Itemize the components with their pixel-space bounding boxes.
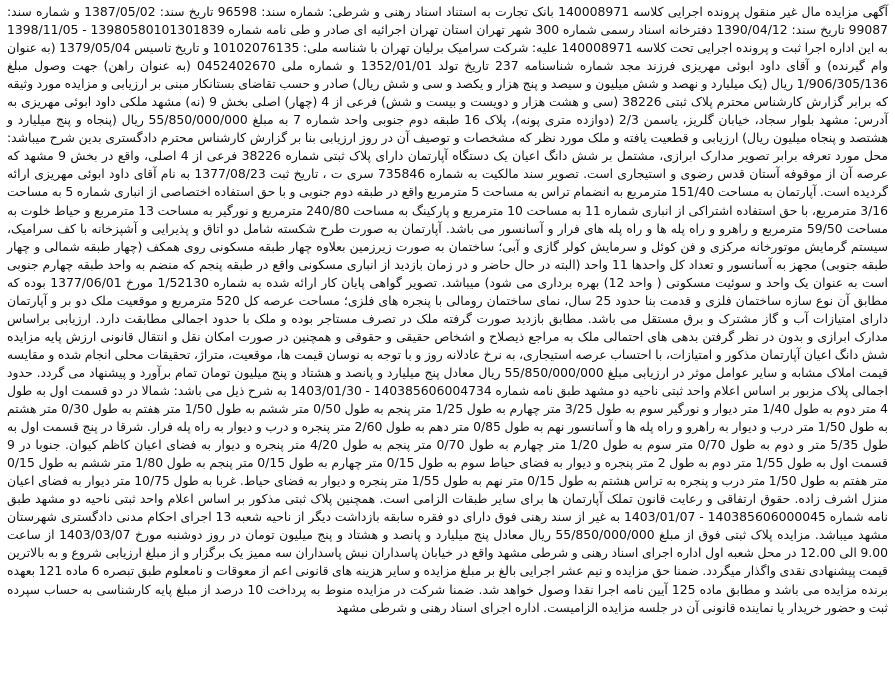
auction-notice-text: آگهی مزایده مال غیر منقول پرونده اجرایی کلاسه 140008971 بانک تجارت به استناد اسناد رهنی و شرطی: شماره سند: 96598 تاریخ سند: 1387/05/02 و شماره سند: 99087 تاریخ سند: 1390/04/12 دفترخانه اسناد رسمی شماره 300 شهر تهران استان تهران اجرائیه ای صادر و طی نامه شماره 13980580101301839 - 1398/11/05 به این اداره اجرا ثبت و پرونده اجرایی تحت کلاسه 140008971 علیه: شرکت سرامیک برلیان تهران با شناسه ملی: 10102076135 و تاریخ تاسیس 1379/05/04 (به عنوان وام گیرنده) و آقای داود ابوئی مهریزی فرزند مجد شماره شناسنامه 237 تاریخ تولد 1352/01/01 و شماره ملی 0452402670 (به عنوان راهن) جهت وصول مبلغ 1/906/305/136 ریال (یک میلیارد و نهصد و شش میلیون و سیصد و پنج هزار و یکصد و سی و شش ریال) صادر و حسب تقاضای بستانکار مبنی بر ارزیابی و مزایده مورد وثیقه که برابر گزارش کارشناس محترم پلاک ثبتی 38226 (سی و هشت هزار و دویست و بیست و شش) فرعی از 4 (چهار) اصلی بخش 9 (نه) مشهد ملکی داود ابوئی مهریزی به آدرس: مشهد بلوار سجاد، خیابان گلریز، یاسمن 2/3 (دوازده متری پونه)، پلاک 16 طبقه دوم جنوبی واحد شماره 7 به مبلغ 55/850/000/000 ریال (پنجاه و پنج میلیارد و هشتصد و پنجاه میلیون ریال) ارزیابی و قطعیت یافته و ملک مورد نظر که مشخصات و توصیف آن در روز ارزیابی بنا بر گزارش کارشناس محترم دادگستری بدین شرح میباشد: محل مورد تعرفه برابر تصویر مدارک ابرازی، مشتمل بر شش دانگ اعیان یک دستگاه آپارتمان دارای پلاک ثبتی شماره 38226 فرعی از 4 اصلی، واقع در بخش 9 مشهد که عرصه آن از موقوفه آستان قدس رضوی و استیجاری است. تصویر سند مالکیت به شماره 735846 سری ت ، تاریخ ثبت 1377/08/23 به نام آقای داود ابوئی مهریزی ارائه گردیده است. آپارتمان به مساحت 151/40 مترمربع به انضمام تراس به مساحت 5 مترمربع واقع در طبقه دوم جنوبی و با حق استفاده اختصاصی از انباری شماره 5 به مساحت 3/16 مترمربع، با حق استفاده اشتراکی از انباری شماره 11 به مساحت 10 مترمربع و پارکینگ به مساحت 240/80 مترمربع و نورگیر به مساحت 13 مترمربع و حیاط خلوت به مساحت 59/50 مترمربع و راهرو و راه پله ها و راه پله های فرار و آسانسور می باشد. آپارتمان به صورت طرح شکسته شامل دو اتاق و پذیرایی و آشپزخانه با کف سرامیک، سیستم گرمایش موتورخانه مرکزی و فن کوئل و سرمایش کولر گازی و آبی؛ ساختمان به صورت زیرزمین بعلاوه چهار طبقه مسکونی روی همکف (چهار طبقه شمالی و چهار طبقه جنوبی) مجهز به آسانسور و تعداد کل واحدها 11 واحد (البته در حال حاضر و در زمان بازدید از انباری مسکونی واقع در طبقه پنجم که منضم به واحد طبقه چهارم جنوبی است به عنوان یک واحد و سوئیت مسکونی ( واحد 12) بهره برداری می شود) میباشد. تصویر گواهی پایان کار ارائه شده به شماره 1/52130 مورخ 1377/06/01 بوده که مطابق آن نوع سازه ساختمان فلزی و قدمت بنا حدود 25 سال، نمای ساختمان رومالی با پنجره های فلزی؛ مساحت عرصه کل 520 مترمربع و موقعیت ملک دو بر و آپارتمان دارای امتیازات آب و گاز مشترک و برق مستقل می باشد. مطابق بازدید صورت گرفته ملک در تصرف مستاجر بوده و ملک با حدود اجمالی مطابقت دارد. ارزیابی براساس مدارک ابرازی و بدون در نظر گرفتن بدهی های احتمالی ملک به مراجع ذیصلاح و اشخاص حقیقی و حقوقی و همچنین در صورت امکان نقل و انتقال قانونی ارزش پایه مزایده شش دانگ اعیان آپارتمان مذکور و امتیازات، با احتساب عرصه استیجاری، به نرخ عادلانه روز و با توجه به نوسان قیمت ها، موقعیت، متراژ، تحقیقات محلی انجام شده و مقایسه قیمت املاک مشابه و سایر عوامل موثر در ارزیابی مبلغ 55/850/000/000 ریال معادل پنج میلیارد و پانصد و هشتاد و پنج میلیون تومان تمام برآورد و پیشنهاد می گردد. حدود اجمالی پلاک مزبور بر اساس اعلام واحد ثبتی ناحیه دو مشهد طبق نامه شماره 140385606004734 - 1403/01/30 به شرح ذیل می باشد: شمالا در دو قسمت اول به طول 4 متر دوم به طول 1/40 متر دیوار و نورگیر سوم به طول 3/25 متر چهارم به طول 1/25 متر پنجم به طول 0/50 متر ششم به طول 1/50 متر هفتم به طول 0/30 متر هشتم به طول 1/50 متر درب و دیوار به راهرو و راه پله ها و آسانسور نهم به طول 0/85 متر دهم به طول 2/60 متر پنجره و درب و دیوار به راه پله فرار. شرقا در پنج قسمت اول به طول 5/35 متر و دوم به طول 0/70 متر سوم به طول 1/20 متر چهارم به طول 0/70 متر پنجم به طول 4/20 متر پنجره و دیوار به فضای اعیان کاظم کیوان. جنوبا در 9 قسمت اول به طول 1/55 متر دوم به طول 2 متر پنجره و دیوار به فضای حیاط سوم به طول 0/15 متر چهارم به طول 0/15 متر پنجم به طول 1/80 متر ششم به طول 0/15 متر هفتم به طول 1/50 متر درب و پنجره به تراس هشتم به طول 0/15 متر نهم به طول 1/55 متر پنجره و دیوار به فضای حیاط. غربا به طول 10/75 متر دیوار به فضای اعیان منزل اشرف زاده. حقوق ارتفاقی و رعایت قانون تملک آپارتمان ها برای سایر طبقات الزامی است. همچنین پلاک ثبتی مذکور بر اساس اعلام واحد ثبتی ناحیه دو مشهد طبق نامه شماره 140385606000045 - 1403/01/07 به غیر از سند رهنی فوق دارای دو فقره سابقه بازداشت دیگر از ناحیه شعبه 13 اجرای احکام مدنی دادگستری شهرستان مشهد میباشد. مزایده پلاک ثبتی فوق از مبلغ 55/850/000/000 ریال معادل پنج میلیارد و پانصد و هشتاد و پنج میلیون تومان در روز دوشنبه مورخ 1403/03/07 از ساعت 9.00 الی 12.00 در محل شعبه اول اداره اجرای اسناد رهنی و شرطی مشهد واقع در خیابان پاسداران نبش پاسداران سه ممیز یک برگزار و از مبلغ ارزیابی شروع و به بالاترین قیمت پیشنهادی نقدی واگذار میگردد. ضمنا حق مزایده و نیم عشر اجرایی بالغ بر مبلغ مزایده و سایر هزینه های قانونی اعم از معوقات و نامعلوم طبق تبصره 6 ماده 121 بعهده برنده مزایده می باشد و مطابق ماده 125 آیین نامه اجرا نقدا وصول خواهد شد. ضمنا شرکت در مزایده منوط به پرداخت 10 درصد از مبلغ پایه کارشناسی به حساب سپرده ثبت و حضور خریدار یا نماینده قانونی آن در جلسه مزایده الزامیست. اداره اجرای اسناد رهنی و شرطی مشهد [7,4,889,615]
